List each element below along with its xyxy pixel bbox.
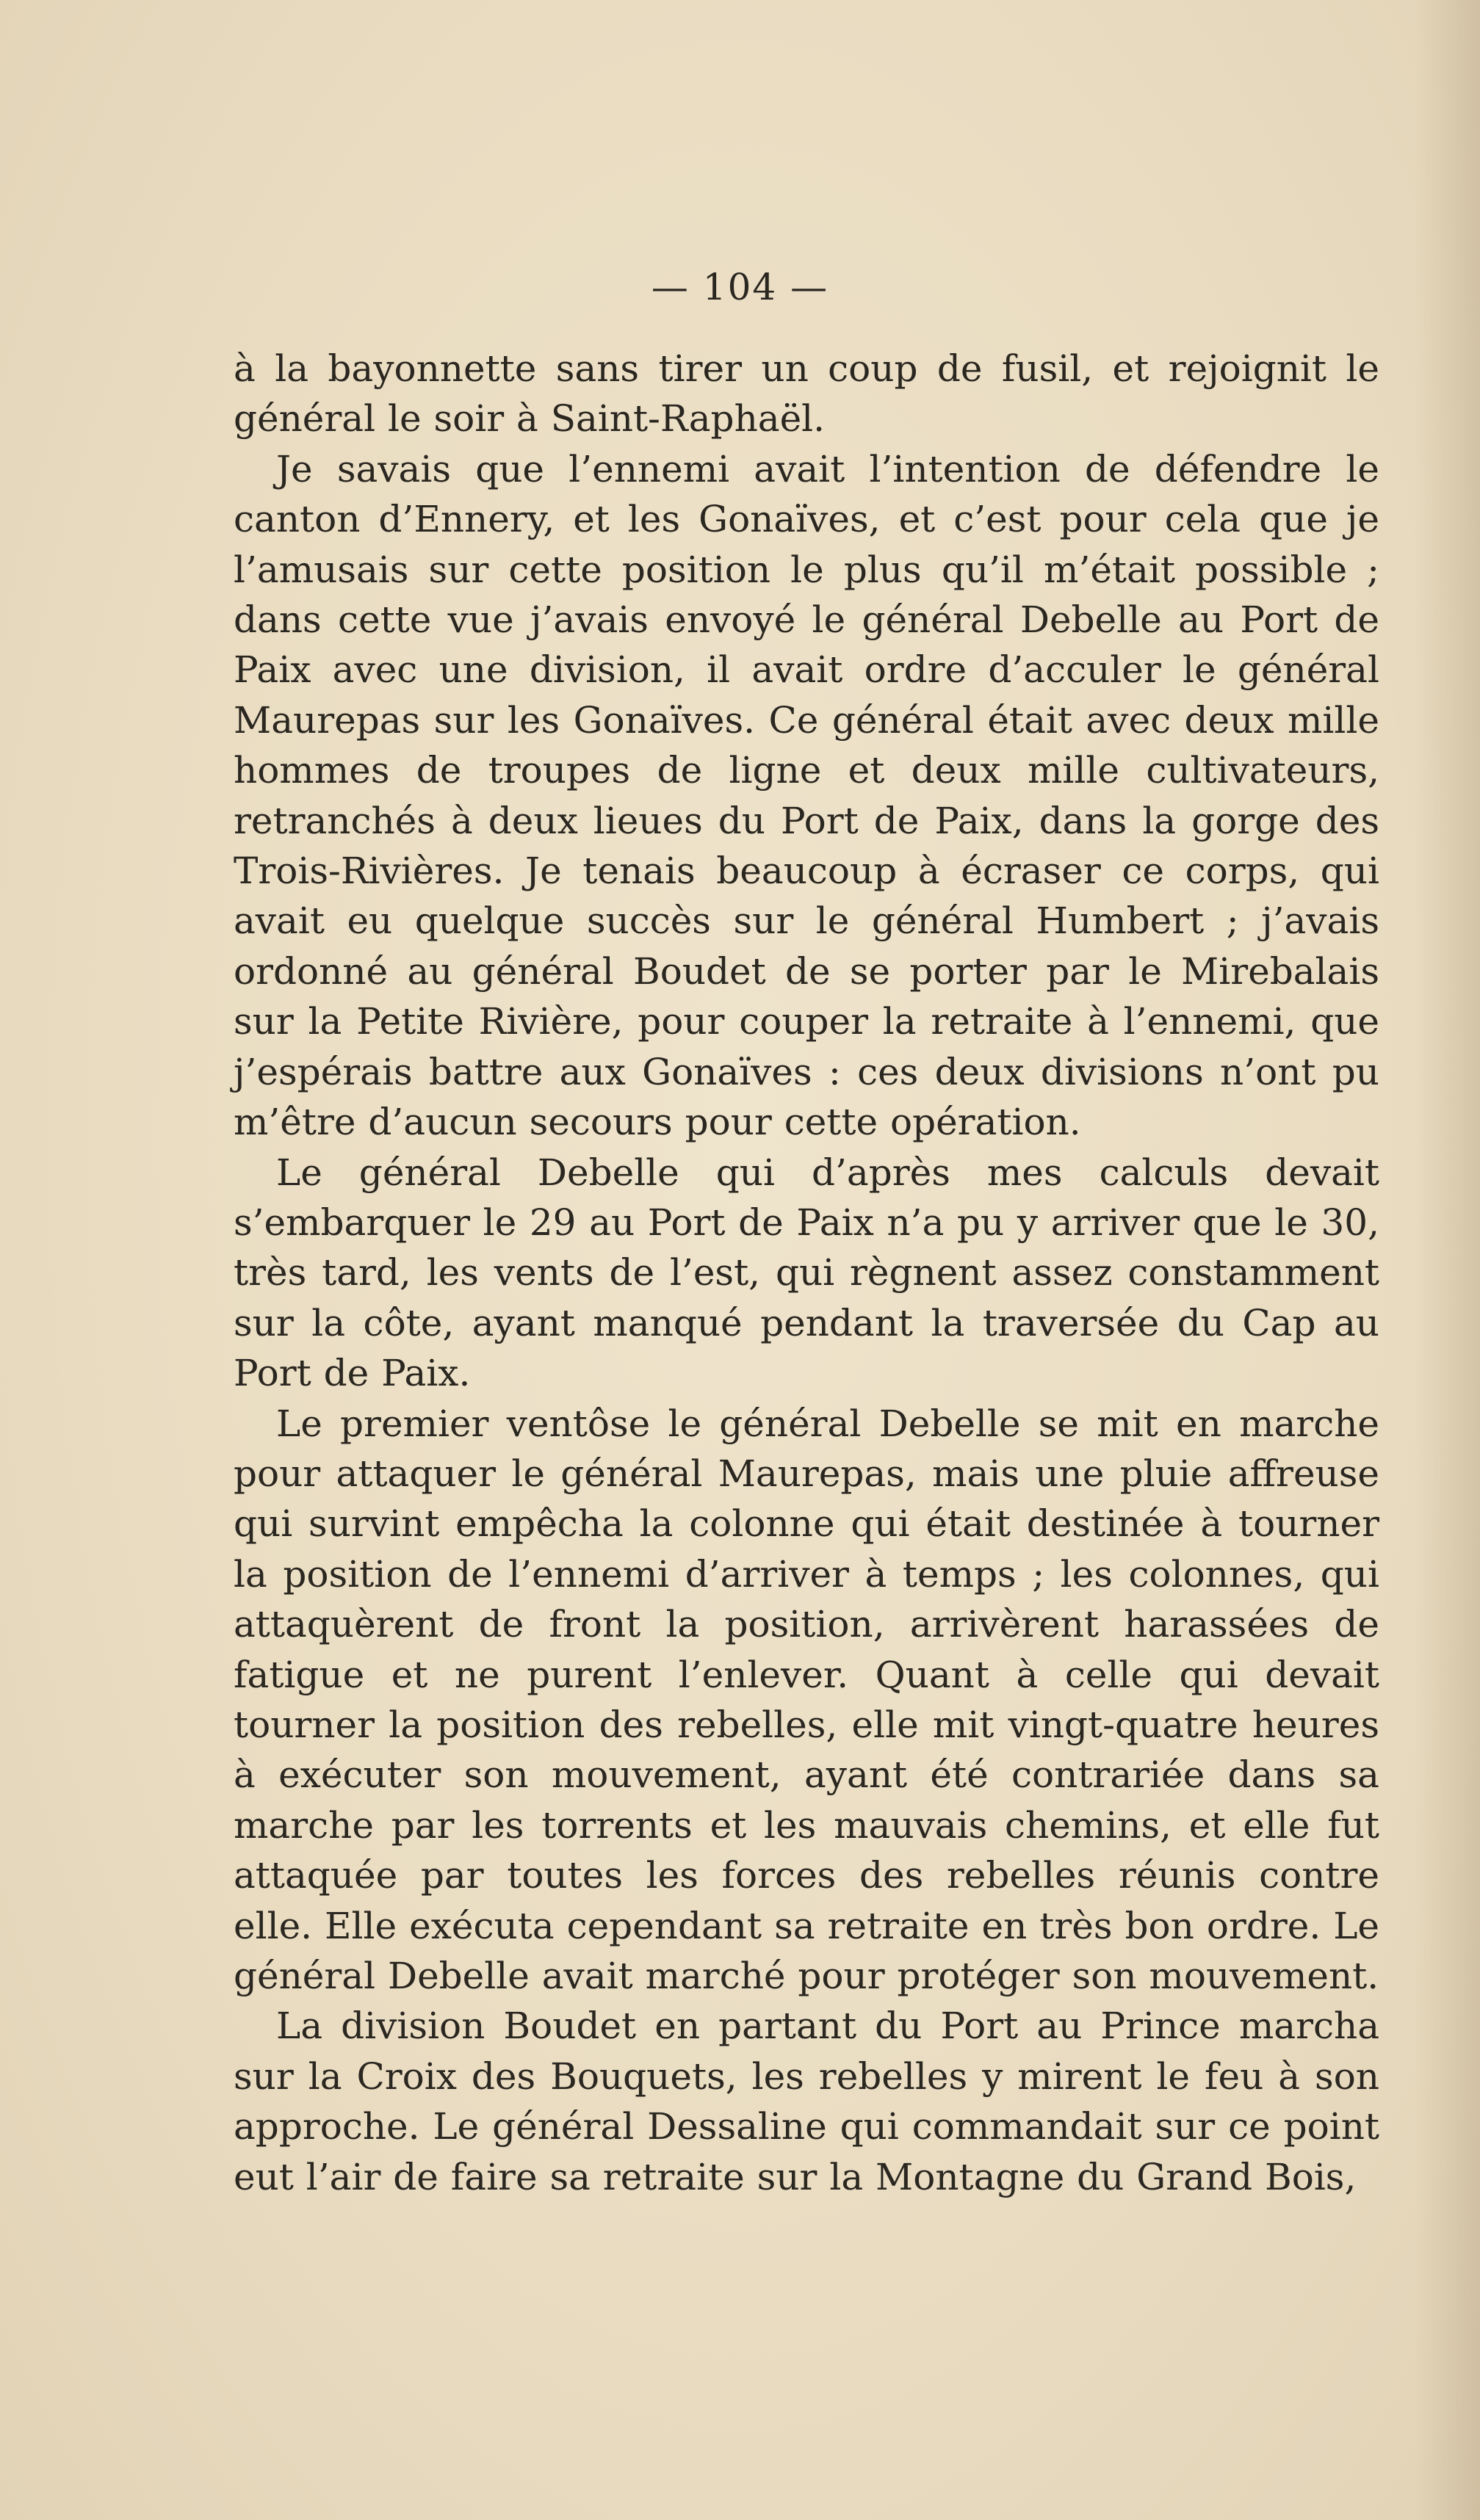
- page-edge-shadow: [1414, 0, 1480, 2520]
- paragraph-2: Je savais que l’ennemi avait l’intention de défendre le canton d’Ennery, et les Gonaïves, et c’est pour cela que je l’amusais sur cette position le plus qu’il m’était possible ; dans cette vue j’avais envoyé le général Debelle au Port de Paix avec une division, il avait ordre d’acculer le général Maurepas sur les Gonaïves. Ce général était avec deux mille hommes de troupes de ligne et deux mille cultivateurs, retranchés à deux lieues du Port de Paix, dans la gorge des Trois-Rivières. Je tenais beaucoup à écraser ce corps, qui avait eu quelque succès sur le général Humbert ; j’avais ordonné au général Boudet de se porter par le Mirebalais sur la Petite Rivière, pour couper la retraite à l’ennemi, que j’espérais battre aux Gonaïves : ces deux divisions n’ont pu m’être d’aucun secours pour cette opération.: [234, 447, 1379, 1144]
- page-number: — 104 —: [651, 266, 829, 308]
- paragraph-4: Le premier ventôse le général Debelle se mit en marche pour attaquer le général Maurepas, mais une pluie affreuse qui survint empêcha la colonne qui était destinée à tourner la position de l’ennemi d’arriver à temps ; les colonnes, qui attaquèrent de front la position, arrivèrent harassées de fatigue et ne purent l’enlever. Quant à celle qui devait tourner la position des rebelles, elle mit vingt-quatre heures à exécuter son mouvement, ayant été contrariée dans sa marche par les torrents et les mauvais chemins, et elle fut attaquée par toutes les forces des rebelles réunis contre elle. Elle exécuta cependant sa retraite en très bon ordre. Le général Debelle avait marché pour protéger son mouvement.: [234, 1402, 1379, 1997]
- paragraph-1: à la bayonnette sans tirer un coup de fusil, et rejoignit le général le soir à Saint-Raphaël.: [234, 347, 1379, 441]
- paragraph-5: La division Boudet en partant du Port au Prince marcha sur la Croix des Bouquets, les rebelles y mirent le feu à son approche. Le général Dessaline qui commandait sur ce point eut l’air de faire sa retraite sur la Montagne du Grand Bois,: [234, 2005, 1379, 2198]
- paragraph-3: Le général Debelle qui d’après mes calculs devait s’embarquer le 29 au Port de Paix n’a pu y arriver que le 30, très tard, les vents de l’est, qui règnent assez constamment sur la côte, ayant manqué pendant la traversée du Cap au Port de Paix.: [234, 1151, 1379, 1395]
- body-text: [234, 344, 1379, 2202]
